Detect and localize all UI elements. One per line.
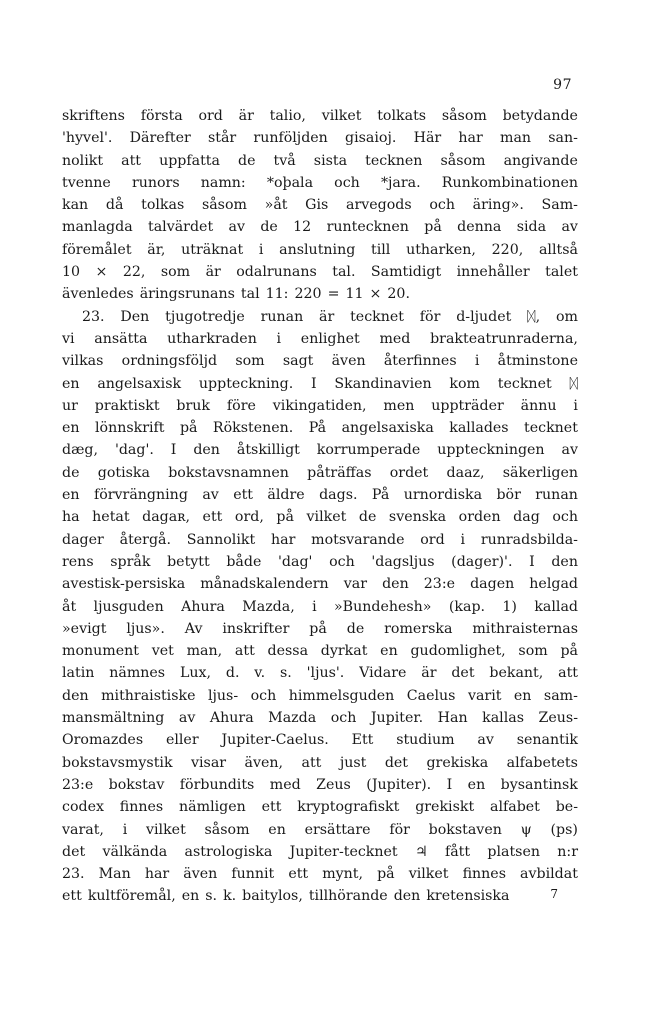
text-line: codex finnes nämligen ett kryptografiskt grekiskt alfabet be-	[62, 799, 578, 816]
text-line: ur praktiskt bruk före vikingatiden, men uppträder ännu i	[62, 397, 578, 414]
text-line: Oromazdes eller Jupiter-Caelus. Ett studium av senantik	[62, 732, 578, 749]
text-line: den mithraistiske ljus- och himmelsguden Caelus varit en sam-	[62, 687, 578, 704]
page-number: 97	[553, 77, 572, 93]
text-line: en angelsaxisk uppteckning. I Skandinavien kom tecknet ᛞ	[62, 375, 578, 392]
text-line: det välkända astrologiska Jupiter-tecknet ♃ fått platsen n:r	[62, 843, 578, 860]
text-line: »evigt ljus». Av inskrifter på de romerska mithraisternas	[62, 620, 578, 637]
text-line: föremålet är, uträknat i anslutning till utharken, 220, alltså	[62, 241, 578, 258]
text-line: dæg, 'dag'. I den åtskilligt korrumperade uppteckningen av	[62, 442, 578, 459]
text-line: 10 × 22, som är odalrunans tal. Samtidigt innehåller talet	[62, 264, 578, 281]
text-line: 23:e bokstav förbundits med Zeus (Jupiter). I en bysantinsk	[62, 776, 578, 793]
text-line: ha hetat dagaʀ, ett ord, på vilket de svenska orden dag och	[62, 509, 578, 526]
text-line: varat, i vilket såsom en ersättare för bokstaven ψ (ps)	[62, 821, 578, 838]
text-line: vi ansätta utharkraden i enlighet med brakteatrunraderna,	[62, 330, 578, 347]
text-line: ävenledes äringsrunans tal 11: 220 = 11 × 20.	[62, 286, 410, 303]
text-line: 23. Den tjugotredje runan är tecknet för d-ljudet ᛞ, om	[82, 308, 578, 325]
text-line: avestisk-persiska månadskalendern var den 23:e dagen helgad	[62, 576, 578, 593]
text-line: mansmältning av Ahura Mazda och Jupiter. Han kallas Zeus-	[62, 710, 578, 727]
text-line: en lönnskrift på Rökstenen. På angelsaxiska kallades tecknet	[62, 420, 578, 437]
signature-mark: 7	[550, 887, 558, 901]
text-line: 23. Man har även funnit ett mynt, på vilket finnes avbildat	[62, 866, 578, 883]
text-line: 'hyvel'. Därefter står runföljden gisaioj. Här har man san-	[62, 130, 578, 147]
text-line: tvenne runors namn: *oþala och *jara. Runkombinationen	[62, 174, 578, 191]
text-line: ett kultföremål, en s. k. baitylos, tillhörande den kretensiska	[62, 888, 510, 905]
text-line: skriftens första ord är talio, vilket tolkats såsom betydande	[62, 108, 578, 124]
text-line: bokstavsmystik visar även, att just det grekiska alfabetets	[62, 754, 578, 771]
body-text	[62, 105, 578, 908]
text-line: vilkas ordningsföljd som sagt även återfinnes i åtminstone	[62, 353, 578, 370]
text-line: monument vet man, att dessa dyrkat en gudomlighet, som på	[62, 643, 578, 660]
text-line: manlagda talvärdet av de 12 runtecknen på denna sida av	[62, 219, 578, 236]
text-line: rens språk betytt både 'dag' och 'dagsljus (dager)'. I den	[62, 553, 578, 570]
text-line: de gotiska bokstavsnamnen påträffas ordet daaz, säkerligen	[62, 464, 578, 481]
text-line: en förvrängning av ett äldre dags. På urnordiska bör runan	[62, 487, 578, 504]
text-line: dager återgå. Sannolikt har motsvarande ord i runradsbilda-	[62, 531, 578, 548]
text-line: nolikt att uppfatta de två sista tecknen såsom angivande	[62, 152, 578, 169]
text-line: latin nämnes Lux, d. v. s. 'ljus'. Vidare är det bekant, att	[62, 665, 578, 682]
text-line: åt ljusguden Ahura Mazda, i »Bundehesh» (kap. 1) kallad	[62, 598, 578, 615]
text-line: kan då tolkas såsom »åt Gis arvegods och äring». Sam-	[62, 197, 578, 214]
